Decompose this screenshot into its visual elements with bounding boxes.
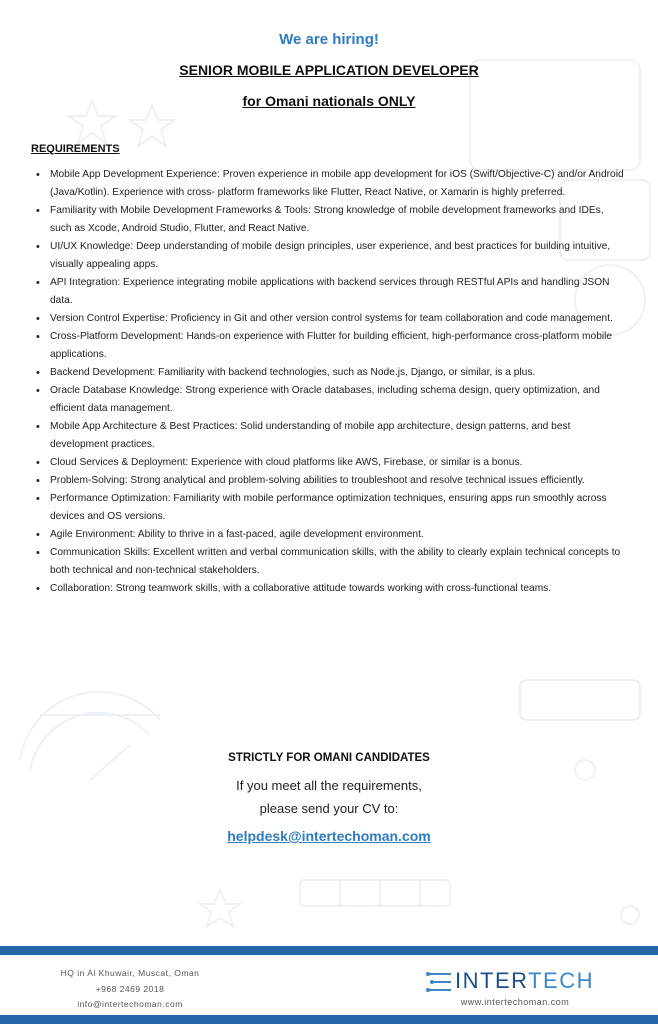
requirement-item: • Cloud Services & Deployment: Experience with cloud platforms like AWS, Firebase, or similar is a bonus.	[34, 454, 626, 472]
apply-email-link[interactable]: helpdesk@intertechoman.com	[227, 828, 431, 844]
footer-top-bar	[0, 946, 658, 955]
requirement-item: • Mobile App Development Experience: Proven experience in mobile app development for iOS (Swift/Objective-C) and/or Android (Java/Kotlin). Experience with cross- platform frameworks like Flutter, React Native, or Xamarin is highly preferred.	[34, 166, 626, 202]
job-subtitle: for Omani nationals ONLY	[242, 93, 416, 109]
footer-bottom-bar	[0, 1015, 658, 1024]
requirement-item: • Collaboration: Strong teamwork skills, with a collaborative attitude towards working with cross-functional teams.	[34, 580, 626, 598]
job-title: SENIOR MOBILE APPLICATION DEVELOPER	[179, 62, 479, 78]
hiring-heading: We are hiring!	[279, 31, 379, 48]
requirement-item: • Backend Development: Familiarity with backend technologies, such as Node.js, Django, or similar, is a plus.	[34, 364, 626, 382]
logo-wordmark-inter: INTER	[455, 968, 529, 993]
requirement-item: • Performance Optimization: Familiarity with mobile performance optimization techniques, ensuring apps run smoothly across devices and OS versions.	[34, 490, 626, 526]
footer-website[interactable]: www.intertechoman.com	[460, 997, 570, 1007]
intertech-logo	[425, 968, 605, 996]
apply-instruction-line2: please send your CV to:	[259, 801, 399, 816]
requirement-item: • Familiarity with Mobile Development Frameworks & Tools: Strong knowledge of mobile development frameworks and IDEs, such as Xcode, Android Studio, Flutter, and React Native.	[34, 202, 626, 238]
footer-phone: +968 2469 2018	[95, 983, 165, 994]
requirement-item: • Mobile App Architecture & Best Practices: Solid understanding of mobile app architecture, design patterns, and best development practices.	[34, 418, 626, 454]
circuit-logo-icon	[425, 968, 455, 996]
requirement-item: • Version Control Expertise: Proficiency in Git and other version control systems for team collaboration and code management.	[34, 310, 626, 328]
footer-email: info@intertechoman.com	[77, 999, 183, 1009]
requirement-item: • Oracle Database Knowledge: Strong experience with Oracle databases, including schema design, query optimization, and efficient data management.	[34, 382, 626, 418]
requirement-item: • API Integration: Experience integrating mobile applications with backend services through RESTful APIs and handling JSON data.	[34, 274, 626, 310]
footer-address: HQ in Al Khuwair, Muscat, Oman	[60, 968, 200, 978]
apply-instruction-line1: If you meet all the requirements,	[236, 778, 422, 793]
footer-contact	[40, 966, 220, 1013]
requirement-item: • Agile Environment: Ability to thrive in a fast-paced, agile development environment.	[34, 526, 626, 544]
requirement-item: • Cross-Platform Development: Hands-on experience with Flutter for building efficient, high-performance cross-platform mobile applications.	[34, 328, 626, 364]
requirement-item: • UI/UX Knowledge: Deep understanding of mobile design principles, user experience, and best practices for building intuitive, visually appealing apps.	[34, 238, 626, 274]
requirements-list	[34, 166, 626, 598]
requirement-item: • Communication Skills: Excellent written and verbal communication skills, with the ability to clearly explain technical concepts to both technical and non-technical stakeholders.	[34, 544, 626, 580]
logo-wordmark-tech: TECH	[528, 968, 594, 993]
logo-wordmark	[455, 968, 594, 994]
strict-notice: STRICTLY FOR OMANI CANDIDATES	[228, 752, 430, 764]
requirement-item: • Problem-Solving: Strong analytical and problem-solving abilities to troubleshoot and resolve technical issues efficiently.	[34, 472, 626, 490]
requirements-heading: REQUIREMENTS	[31, 143, 120, 155]
